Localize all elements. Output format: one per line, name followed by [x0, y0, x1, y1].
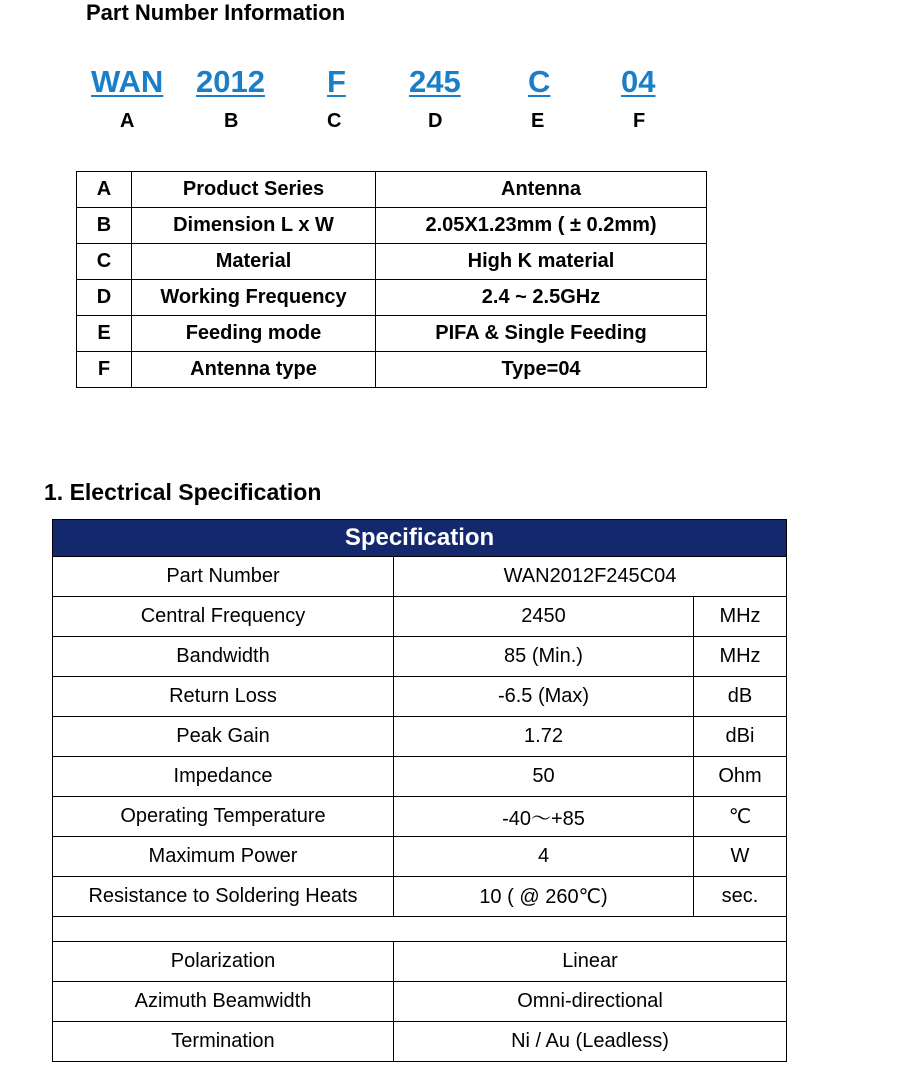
table-header: Specification	[53, 520, 787, 557]
param-cell: Operating Temperature	[53, 797, 394, 837]
value-cell: Linear	[394, 942, 787, 982]
value-cell: Omni-directional	[394, 982, 787, 1022]
table-row	[77, 316, 707, 352]
value-cell: -6.5 (Max)	[394, 677, 694, 717]
unit-cell: dB	[694, 677, 787, 717]
param-cell: Central Frequency	[53, 597, 394, 637]
table-row	[77, 280, 707, 316]
code-letter-e: E	[531, 110, 545, 132]
code-segment-d: 245	[409, 64, 461, 99]
table-row	[53, 717, 787, 757]
row-value: Type=04	[376, 352, 707, 388]
code-letter-c: C	[327, 110, 342, 132]
row-key: F	[77, 352, 132, 388]
value-cell: 10 ( @ 260℃)	[394, 877, 694, 917]
code-letter-d: D	[428, 110, 443, 132]
param-cell: Maximum Power	[53, 837, 394, 877]
code-letter-f: F	[633, 110, 646, 132]
code-segment-f: 04	[621, 64, 656, 99]
row-name: Dimension L x W	[132, 208, 376, 244]
unit-cell: dBi	[694, 717, 787, 757]
value-cell: 85 (Min.)	[394, 637, 694, 677]
table-row	[53, 877, 787, 917]
table-header-row	[53, 520, 787, 557]
value-cell: -40～+85	[394, 797, 694, 837]
blank-cell	[53, 917, 787, 942]
table-row	[53, 797, 787, 837]
row-name: Working Frequency	[132, 280, 376, 316]
value-cell: 4	[394, 837, 694, 877]
code-segment-b: 2012	[196, 64, 265, 99]
row-value: High K material	[376, 244, 707, 280]
row-name: Material	[132, 244, 376, 280]
unit-cell: W	[694, 837, 787, 877]
row-value: 2.4 ~ 2.5GHz	[376, 280, 707, 316]
row-value: PIFA & Single Feeding	[376, 316, 707, 352]
table-row	[53, 597, 787, 637]
table-row	[53, 757, 787, 797]
part-number-value: WAN2012F245C04	[394, 557, 787, 597]
code-segment-c: F	[327, 64, 346, 99]
row-name: Product Series	[132, 172, 376, 208]
table-row	[77, 244, 707, 280]
unit-cell: ℃	[694, 797, 787, 837]
value-cell: 1.72	[394, 717, 694, 757]
blank-row	[53, 917, 787, 942]
code-letter-b: B	[224, 110, 239, 132]
unit-cell: Ohm	[694, 757, 787, 797]
specification-table	[52, 519, 787, 1062]
row-value: Antenna	[376, 172, 707, 208]
part-number-info-title: Part Number Information	[86, 0, 346, 25]
row-name: Antenna type	[132, 352, 376, 388]
param-cell: Return Loss	[53, 677, 394, 717]
part-number-table	[76, 171, 707, 388]
table-row	[77, 352, 707, 388]
unit-cell: MHz	[694, 597, 787, 637]
code-letter-a: A	[120, 110, 135, 132]
row-key: C	[77, 244, 132, 280]
part-number-label: Part Number	[53, 557, 394, 597]
table-row	[53, 557, 787, 597]
row-key: B	[77, 208, 132, 244]
table-row	[77, 172, 707, 208]
value-cell: 50	[394, 757, 694, 797]
code-segment-a: WAN	[91, 64, 164, 99]
param-cell: Termination	[53, 1022, 394, 1062]
table-row	[53, 837, 787, 877]
row-key: D	[77, 280, 132, 316]
table-row	[77, 208, 707, 244]
param-cell: Azimuth Beamwidth	[53, 982, 394, 1022]
table-row	[53, 637, 787, 677]
table-row	[53, 677, 787, 717]
row-name: Feeding mode	[132, 316, 376, 352]
param-cell: Bandwidth	[53, 637, 394, 677]
unit-cell: sec.	[694, 877, 787, 917]
table-row	[53, 1022, 787, 1062]
row-value: 2.05X1.23mm ( ± 0.2mm)	[376, 208, 707, 244]
row-key: A	[77, 172, 132, 208]
section-title: 1. Electrical Specification	[44, 479, 322, 505]
code-segment-e: C	[528, 64, 551, 99]
unit-cell: MHz	[694, 637, 787, 677]
param-cell: Impedance	[53, 757, 394, 797]
param-cell: Resistance to Soldering Heats	[53, 877, 394, 917]
table-row	[53, 982, 787, 1022]
value-cell: 2450	[394, 597, 694, 637]
table-row	[53, 942, 787, 982]
row-key: E	[77, 316, 132, 352]
param-cell: Peak Gain	[53, 717, 394, 757]
value-cell: Ni / Au (Leadless)	[394, 1022, 787, 1062]
param-cell: Polarization	[53, 942, 394, 982]
